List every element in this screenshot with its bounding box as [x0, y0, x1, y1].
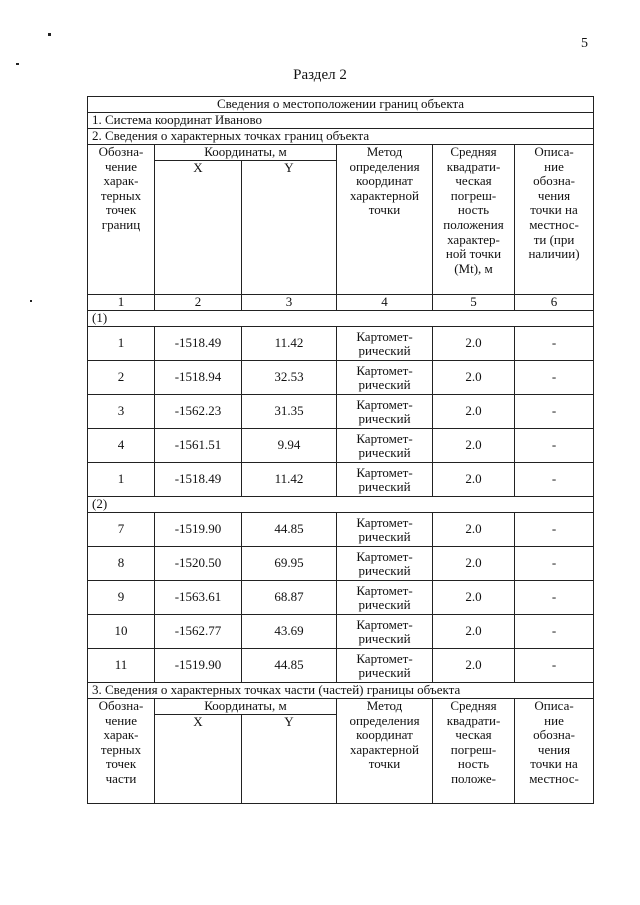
table-title: Сведения о местоположении границ объекта	[88, 97, 594, 113]
table-row	[88, 547, 594, 581]
point-number-cell: 3	[88, 395, 155, 429]
error-cell: 2.0	[433, 581, 515, 615]
coord-system-row: 1. Система координат Иваново	[88, 113, 594, 129]
header3-method: Метод определения координат характерной точки	[337, 699, 433, 804]
column-number: 1	[88, 295, 155, 311]
column-number: 6	[515, 295, 594, 311]
scan-speck	[48, 33, 51, 36]
y-coordinate-cell: 31.35	[242, 395, 337, 429]
y-coordinate-cell: 43.69	[242, 615, 337, 649]
description-cell: -	[515, 547, 594, 581]
table-row	[88, 361, 594, 395]
section2-title: 2. Сведения о характерных точках границ объекта	[88, 129, 594, 145]
method-cell: Картомет- рический	[337, 429, 433, 463]
header-x: X	[155, 161, 242, 295]
header3-description: Описа- ние обозна- чения точки на местнос-	[515, 699, 594, 804]
table-row	[88, 463, 594, 497]
point-number-cell: 2	[88, 361, 155, 395]
description-cell: -	[515, 649, 594, 683]
description-cell: -	[515, 429, 594, 463]
header3-coordinates: Координаты, м	[155, 699, 337, 715]
point-number-cell: 7	[88, 513, 155, 547]
table-row	[88, 327, 594, 361]
method-cell: Картомет- рический	[337, 513, 433, 547]
table-row	[88, 615, 594, 649]
description-cell: -	[515, 581, 594, 615]
x-coordinate-cell: -1518.49	[155, 327, 242, 361]
x-coordinate-cell: -1519.90	[155, 513, 242, 547]
table-row	[88, 581, 594, 615]
method-cell: Картомет- рический	[337, 649, 433, 683]
description-cell: -	[515, 615, 594, 649]
header-error: Средняя квадрати- ческая погреш- ность положения характер- ной точки (Mt), м	[433, 145, 515, 295]
column-numbers-row	[88, 295, 594, 311]
y-coordinate-cell: 9.94	[242, 429, 337, 463]
point-number-cell: 9	[88, 581, 155, 615]
boundary-table	[87, 96, 594, 804]
y-coordinate-cell: 11.42	[242, 463, 337, 497]
y-coordinate-cell: 68.87	[242, 581, 337, 615]
x-coordinate-cell: -1518.49	[155, 463, 242, 497]
error-cell: 2.0	[433, 429, 515, 463]
error-cell: 2.0	[433, 395, 515, 429]
point-number-cell: 1	[88, 327, 155, 361]
y-coordinate-cell: 44.85	[242, 513, 337, 547]
point-number-cell: 8	[88, 547, 155, 581]
error-cell: 2.0	[433, 463, 515, 497]
scan-speck	[16, 63, 19, 65]
method-cell: Картомет- рический	[337, 361, 433, 395]
table-row	[88, 649, 594, 683]
column-number: 2	[155, 295, 242, 311]
header-designation: Обозна- чение харак- терных точек границ	[88, 145, 155, 295]
method-cell: Картомет- рический	[337, 581, 433, 615]
column-number: 4	[337, 295, 433, 311]
point-number-cell: 1	[88, 463, 155, 497]
error-cell: 2.0	[433, 361, 515, 395]
table-row	[88, 395, 594, 429]
column-number: 5	[433, 295, 515, 311]
table-row	[88, 429, 594, 463]
table-row	[88, 513, 594, 547]
header3-error: Средняя квадрати- ческая погреш- ность положе-	[433, 699, 515, 804]
column-number: 3	[242, 295, 337, 311]
error-cell: 2.0	[433, 649, 515, 683]
header-y: Y	[242, 161, 337, 295]
method-cell: Картомет- рический	[337, 615, 433, 649]
y-coordinate-cell: 44.85	[242, 649, 337, 683]
y-coordinate-cell: 32.53	[242, 361, 337, 395]
error-cell: 2.0	[433, 547, 515, 581]
y-coordinate-cell: 11.42	[242, 327, 337, 361]
x-coordinate-cell: -1519.90	[155, 649, 242, 683]
x-coordinate-cell: -1562.23	[155, 395, 242, 429]
method-cell: Картомет- рический	[337, 463, 433, 497]
x-coordinate-cell: -1561.51	[155, 429, 242, 463]
point-number-cell: 10	[88, 615, 155, 649]
header-method: Метод определения координат характерной точки	[337, 145, 433, 295]
point-number-cell: 11	[88, 649, 155, 683]
error-cell: 2.0	[433, 615, 515, 649]
header-description: Описа- ние обозна- чения точки на местнос- ти (при наличии)	[515, 145, 594, 295]
y-coordinate-cell: 69.95	[242, 547, 337, 581]
error-cell: 2.0	[433, 513, 515, 547]
section3-title: 3. Сведения о характерных точках части (частей) границы объекта	[88, 683, 594, 699]
header-coordinates: Координаты, м	[155, 145, 337, 161]
error-cell: 2.0	[433, 327, 515, 361]
description-cell: -	[515, 395, 594, 429]
description-cell: -	[515, 361, 594, 395]
scan-speck	[30, 300, 32, 302]
header3-designation: Обозна- чение харак- терных точек части	[88, 699, 155, 804]
method-cell: Картомет- рический	[337, 327, 433, 361]
description-cell: -	[515, 327, 594, 361]
description-cell: -	[515, 513, 594, 547]
x-coordinate-cell: -1563.61	[155, 581, 242, 615]
header3-x: X	[155, 715, 242, 804]
header3-y: Y	[242, 715, 337, 804]
description-cell: -	[515, 463, 594, 497]
group-label: (2)	[88, 497, 594, 513]
section-title: Раздел 2	[293, 67, 347, 83]
x-coordinate-cell: -1562.77	[155, 615, 242, 649]
method-cell: Картомет- рический	[337, 547, 433, 581]
page-number: 5	[581, 36, 588, 51]
group-label: (1)	[88, 311, 594, 327]
x-coordinate-cell: -1518.94	[155, 361, 242, 395]
method-cell: Картомет- рический	[337, 395, 433, 429]
x-coordinate-cell: -1520.50	[155, 547, 242, 581]
point-number-cell: 4	[88, 429, 155, 463]
